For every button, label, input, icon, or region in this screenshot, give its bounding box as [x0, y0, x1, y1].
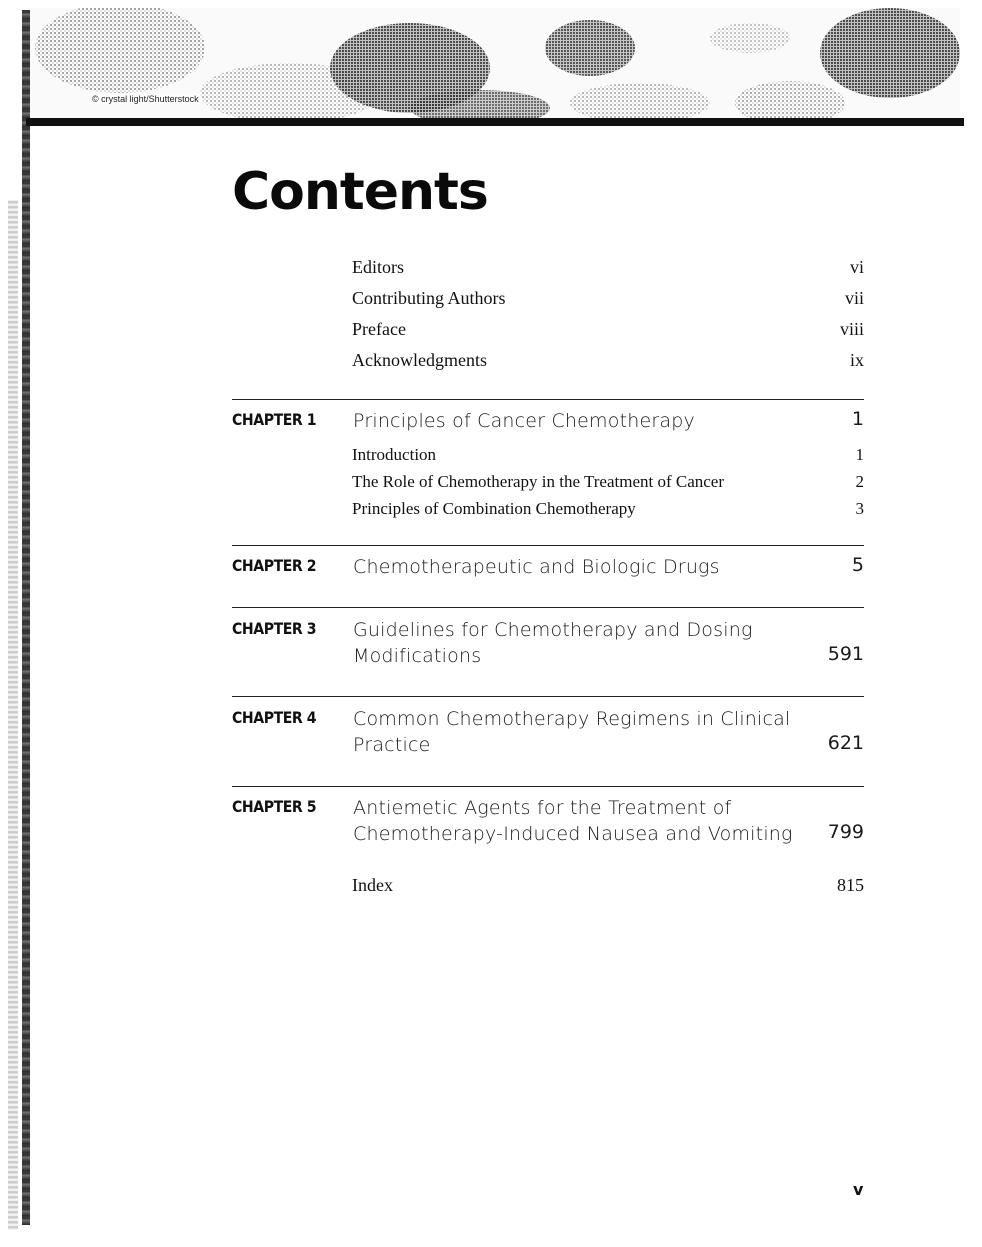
chapter-title-line: Common Chemotherapy Regimens in Clinical	[353, 708, 791, 730]
chapter-page: 5	[851, 554, 864, 576]
toc-entry-label: Editors	[352, 257, 404, 277]
chapter-label: CHAPTER 2	[232, 556, 317, 575]
toc-section-page: 3	[855, 499, 864, 518]
toc-entry-page: viii	[839, 319, 864, 339]
toc-entry-label: Preface	[352, 319, 406, 339]
chapter-title-line: Chemotherapeutic and Biologic Drugs	[353, 556, 720, 578]
chapter-title[interactable]	[353, 706, 813, 758]
toc-entry[interactable]	[352, 350, 864, 376]
header-rule	[26, 118, 964, 126]
chapter-divider	[232, 696, 864, 697]
chapter-divider	[232, 786, 864, 787]
chapter-title-line: Principles of Cancer Chemotherapy	[353, 410, 695, 432]
chapter-title-line: Chemotherapy-Induced Nausea and Vomiting	[353, 823, 793, 845]
chapter-divider	[232, 399, 864, 400]
chapter-page: 799	[827, 821, 864, 843]
toc-entry[interactable]	[352, 257, 864, 283]
chapter-title[interactable]	[353, 795, 813, 847]
chapter-title-line: Antiemetic Agents for the Treatment of	[353, 797, 732, 819]
page-number: v	[853, 1180, 864, 1199]
toc-section[interactable]	[352, 472, 864, 496]
chapter-title-line: Guidelines for Chemotherapy and Dosing	[353, 619, 753, 641]
toc-section-label: Principles of Combination Chemotherapy	[352, 499, 636, 518]
chapter-divider	[232, 607, 864, 608]
scan-edge-shadow	[8, 200, 18, 1230]
chapter-divider	[232, 545, 864, 546]
toc-entry-label: Index	[352, 875, 393, 895]
chapter-label: CHAPTER 4	[232, 708, 317, 727]
chapter-title[interactable]	[353, 554, 813, 580]
toc-entry-label: Contributing Authors	[352, 288, 506, 308]
toc-section-label: Introduction	[352, 445, 437, 464]
toc-section-label: The Role of Chemotherapy in the Treatment of Cancer	[352, 472, 725, 491]
toc-section-page: 2	[855, 472, 864, 491]
page-title: Contents	[232, 162, 488, 222]
chapter-title[interactable]	[353, 617, 813, 669]
chapter-label: CHAPTER 3	[232, 619, 317, 638]
toc-entry-page: ix	[849, 350, 864, 370]
chapter-label: CHAPTER 1	[232, 410, 317, 429]
photo-credit: © crystal light/Shutterstock	[92, 94, 199, 104]
chapter-title-line: Modifications	[353, 645, 482, 667]
chapter-page: 1	[851, 408, 864, 430]
chapter-page: 591	[827, 643, 864, 665]
chapter-title[interactable]	[353, 408, 813, 434]
toc-entry[interactable]	[352, 288, 864, 314]
toc-section[interactable]	[352, 445, 864, 469]
toc-entry-page: vii	[844, 288, 864, 308]
chapter-title-line: Practice	[353, 734, 431, 756]
toc-section-page: 1	[855, 445, 864, 464]
toc-section[interactable]	[352, 499, 864, 523]
chapter-label: CHAPTER 5	[232, 797, 317, 816]
toc-entry-page: 815	[837, 875, 864, 895]
toc-entry-index[interactable]	[352, 875, 864, 901]
toc-entry-label: Acknowledgments	[352, 350, 487, 370]
binding-edge	[22, 10, 30, 1225]
chapter-page: 621	[827, 732, 864, 754]
toc-entry-page: vi	[849, 257, 864, 277]
toc-entry[interactable]	[352, 319, 864, 345]
